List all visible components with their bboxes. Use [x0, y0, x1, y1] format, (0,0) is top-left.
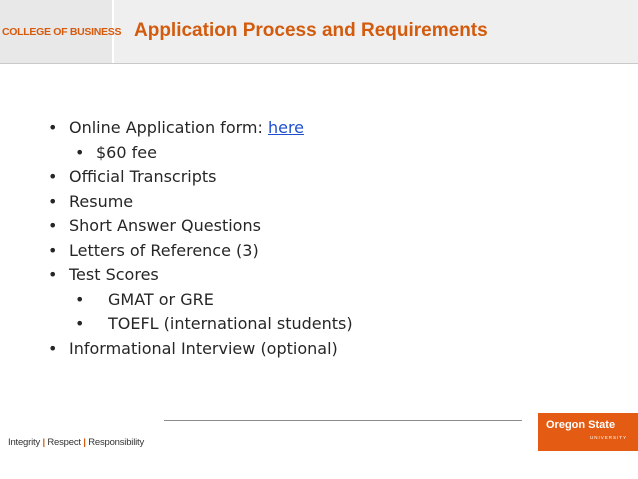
header-bar [0, 0, 638, 64]
list-item-fee [75, 141, 608, 166]
footer-divider [164, 420, 522, 421]
logo-main-text: Oregon State [546, 419, 616, 431]
logo-sub-text: UNIVERSITY [590, 435, 628, 440]
list-item-gmat-gre [75, 288, 608, 313]
list-item-online-application [48, 116, 608, 141]
tagline-separator: | [42, 437, 45, 448]
application-form-link[interactable]: here [267, 118, 305, 137]
list-item-toefl [75, 312, 608, 337]
college-brand-text: COLLEGE OF BUSINESS [2, 26, 122, 38]
tagline-respect: Respect [47, 437, 81, 448]
list-item-references [48, 239, 608, 264]
list-item-text: Informational Interview (optional) [69, 338, 338, 358]
list-item-text: TOEFL (international students) [108, 314, 353, 333]
list-item-text: $60 fee [96, 142, 157, 162]
list-item-interview [48, 337, 608, 362]
list-item-transcripts [48, 165, 608, 190]
footer-tagline [8, 437, 144, 448]
slide-title: Application Process and Requirements [134, 20, 488, 41]
tagline-integrity: Integrity [8, 437, 40, 448]
list-item-text: Short Answer Questions [69, 216, 261, 235]
list-item-short-answer [48, 214, 608, 239]
list-item-test-scores [48, 263, 608, 288]
list-item-text: Resume [69, 191, 134, 211]
tagline-separator: | [83, 437, 86, 448]
list-item-text: GMAT or GRE [108, 289, 214, 309]
requirements-list [48, 116, 608, 361]
list-item-resume [48, 190, 608, 215]
college-brand [0, 0, 122, 63]
list-item-text: Letters of Reference (3) [69, 240, 259, 260]
list-item-text: Test Scores [69, 265, 159, 284]
university-logo [538, 413, 638, 451]
list-item-text: Online Application form: [69, 118, 268, 137]
list-item-text: Official Transcripts [69, 167, 217, 186]
tagline-responsibility: Responsibility [88, 437, 145, 448]
